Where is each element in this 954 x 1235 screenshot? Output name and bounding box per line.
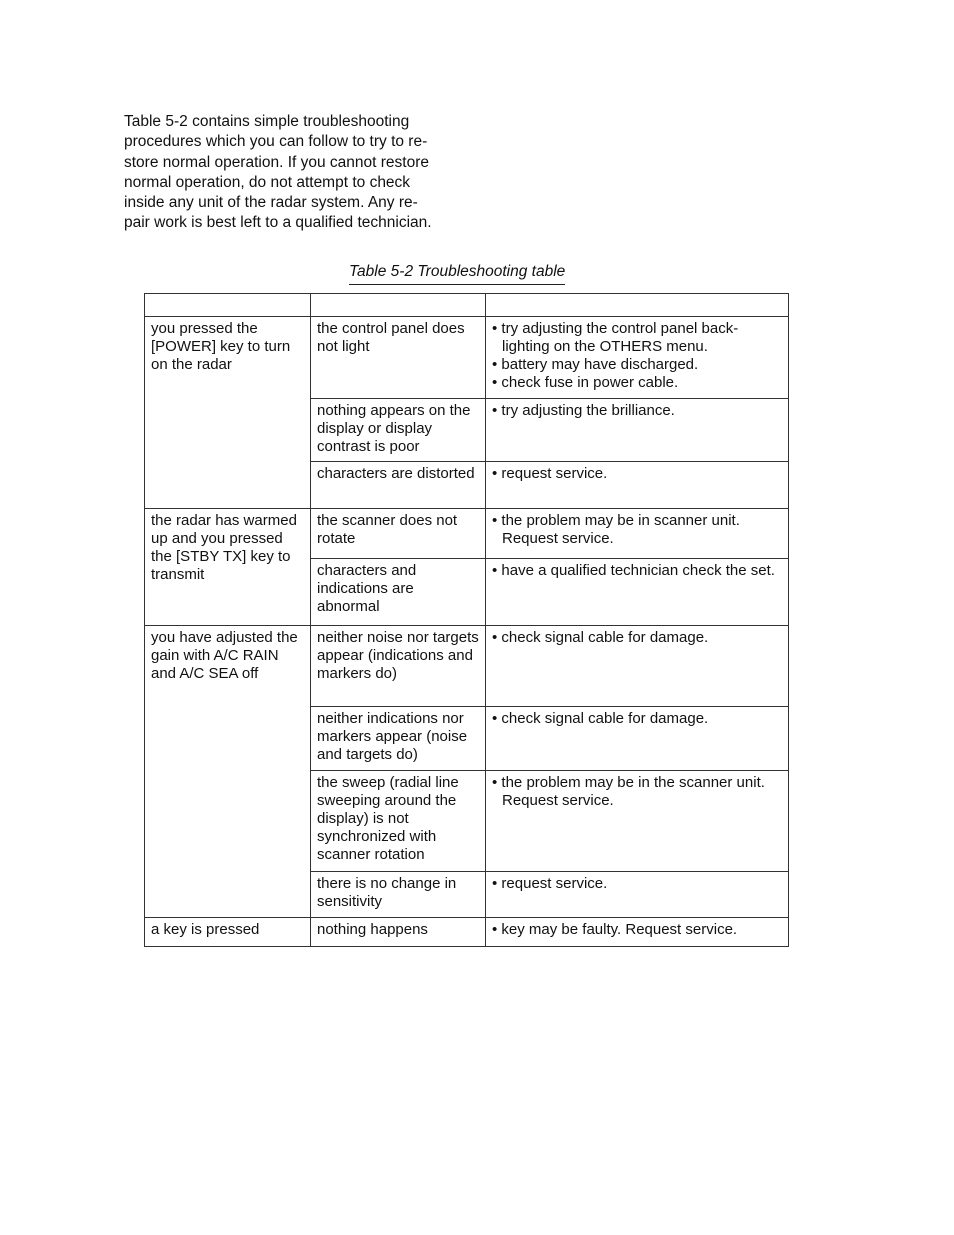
intro-line: pair work is best left to a qualified technician. bbox=[124, 214, 432, 232]
remedy-cell bbox=[486, 462, 789, 509]
symptom-cell: neither indications nor markers appear (noise and targets do) bbox=[311, 707, 486, 771]
symptom-cell: neither noise nor targets appear (indications and markers do) bbox=[311, 626, 486, 707]
symptom-cell: the control panel does not light bbox=[311, 317, 486, 399]
remedy-item: • key may be faulty. Request service. bbox=[492, 921, 738, 938]
table-header-row bbox=[145, 294, 789, 317]
header-cell bbox=[486, 294, 789, 317]
remedy-cell bbox=[486, 399, 789, 462]
symptom-cell: characters are distorted bbox=[311, 462, 486, 509]
table-row bbox=[145, 918, 789, 947]
remedy-item: • request service. bbox=[492, 875, 608, 892]
remedy-cell bbox=[486, 872, 789, 918]
remedy-cell bbox=[486, 317, 789, 399]
intro-line: Table 5-2 contains simple troubleshooting bbox=[124, 113, 410, 130]
remedy-item: • the problem may be in the scanner unit. Request service. bbox=[492, 774, 765, 809]
intro-line: procedures which you can follow to try to re- bbox=[124, 133, 428, 151]
intro-line: inside any unit of the radar system. Any re- bbox=[124, 194, 418, 212]
intro-paragraph bbox=[124, 112, 469, 234]
remedy-item: • have a qualified technician check the set. bbox=[492, 562, 775, 579]
symptom-cell: the scanner does not rotate bbox=[311, 509, 486, 559]
remedy-item: • check fuse in power cable. bbox=[492, 373, 679, 391]
table-row bbox=[145, 317, 789, 399]
intro-line: store normal operation. If you cannot restore bbox=[124, 153, 429, 171]
condition-cell: the radar has warmed up and you pressed the [STBY TX] key to transmit bbox=[145, 509, 311, 626]
header-cell bbox=[145, 294, 311, 317]
remedy-cell bbox=[486, 559, 789, 626]
condition-cell: a key is pressed bbox=[145, 918, 311, 947]
remedy-cell bbox=[486, 509, 789, 559]
table-caption: Table 5-2 Troubleshooting table bbox=[349, 262, 565, 285]
remedy-item: • the problem may be in scanner unit. Request service. bbox=[492, 512, 740, 547]
remedy-cell bbox=[486, 771, 789, 872]
intro-line: normal operation, do not attempt to check bbox=[124, 173, 411, 191]
remedy-item: • check signal cable for damage. bbox=[492, 710, 709, 727]
table-row bbox=[145, 509, 789, 559]
remedy-item: • request service. bbox=[492, 465, 608, 482]
remedy-cell bbox=[486, 626, 789, 707]
remedy-cell bbox=[486, 918, 789, 947]
condition-cell: you pressed the [POWER] key to turn on the radar bbox=[145, 317, 311, 509]
table-row bbox=[145, 626, 789, 707]
remedy-item: • battery may have discharged. bbox=[492, 355, 699, 373]
symptom-cell: nothing appears on the display or display contrast is poor bbox=[311, 399, 486, 462]
troubleshooting-table bbox=[144, 293, 789, 947]
remedy-item: • try adjusting the brilliance. bbox=[492, 402, 675, 419]
symptom-cell: the sweep (radial line sweeping around the display) is not synchronized with scanner rotation bbox=[311, 771, 486, 872]
remedy-item: • try adjusting the control panel back-lighting on the OTHERS menu. bbox=[492, 320, 739, 355]
symptom-cell: nothing happens bbox=[311, 918, 486, 947]
condition-cell: you have adjusted the gain with A/C RAIN and A/C SEA off bbox=[145, 626, 311, 918]
symptom-cell: there is no change in sensitivity bbox=[311, 872, 486, 918]
header-cell bbox=[311, 294, 486, 317]
remedy-item: • check signal cable for damage. bbox=[492, 629, 709, 646]
symptom-cell: characters and indications are abnormal bbox=[311, 559, 486, 626]
remedy-cell bbox=[486, 707, 789, 771]
